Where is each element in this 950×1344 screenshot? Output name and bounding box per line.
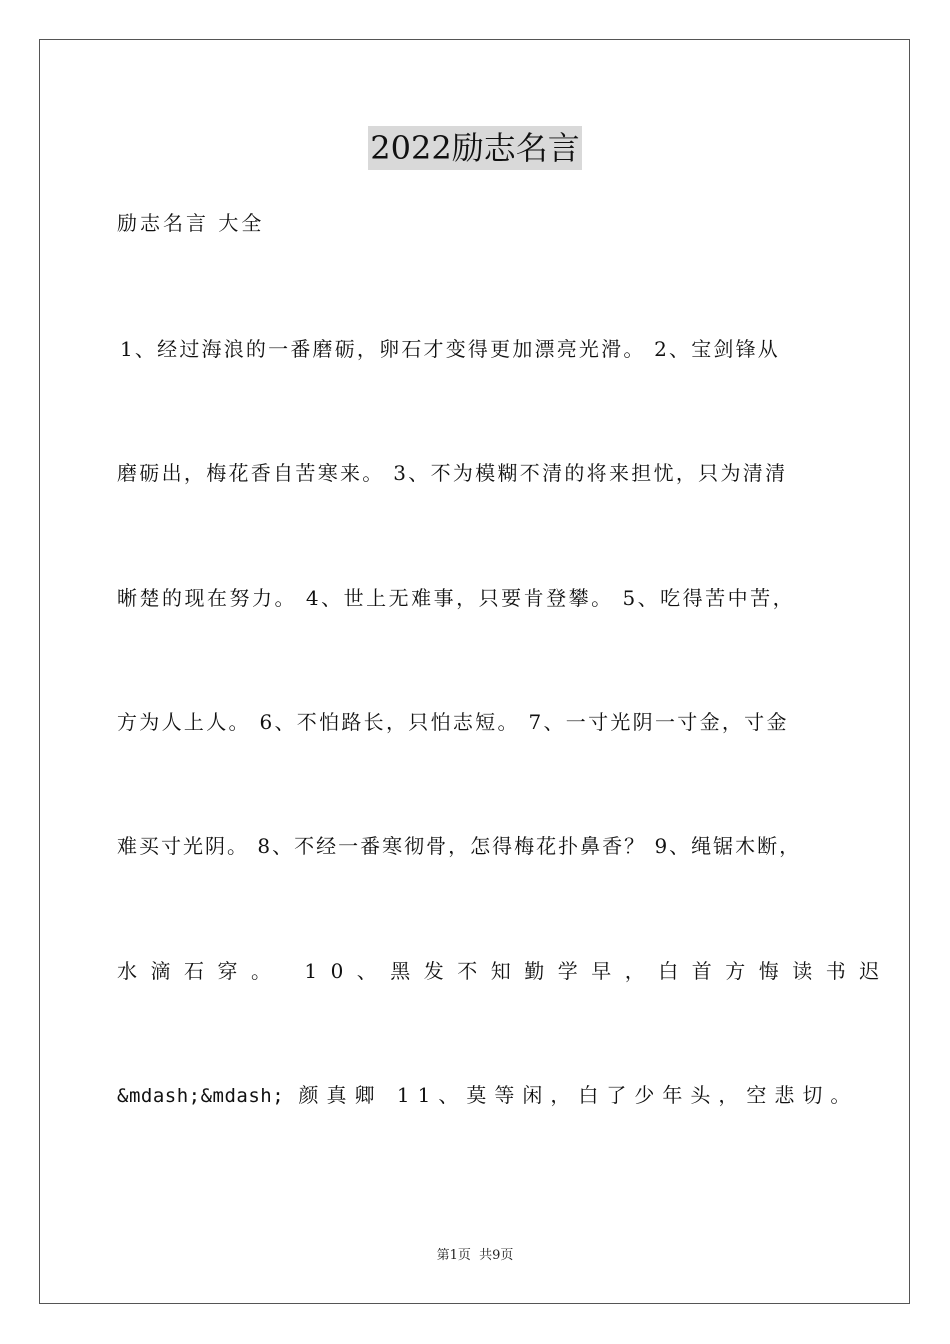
title-container: [0, 126, 950, 170]
body-line: 方为人上人。 6、不怕路长，只怕志短。 7、一寸光阴一寸金，寸金: [117, 710, 789, 734]
body-line-rest: 颜真卿 11、莫等闲，白了少年头，空悲切。: [298, 1083, 859, 1107]
document-subtitle: 励志名言 大全: [117, 211, 265, 235]
body-line: 1、经过海浪的一番磨砺，卵石才变得更加漂亮光滑。 2、宝剑锋从: [120, 337, 781, 361]
body-line: [117, 1077, 859, 1114]
body-line: 难买寸光阴。 8、不经一番寒彻骨，怎得梅花扑鼻香？ 9、绳锯木断，: [117, 834, 802, 858]
page-footer: 第1页 共9页: [436, 1248, 514, 1263]
body-line: 磨砺出，梅花香自苦寒来。 3、不为模糊不清的将来担忧，只为清清: [117, 461, 788, 485]
html-entity-text: &mdash;&mdash;: [117, 1085, 285, 1107]
document-title: 2022励志名言: [368, 126, 581, 170]
body-line: 水滴石穿。 10、黑发不知勤学早，白首方悔读书迟: [117, 959, 893, 983]
body-line: 晰楚的现在努力。 4、世上无难事，只要肯登攀。 5、吃得苦中苦，: [117, 586, 796, 610]
